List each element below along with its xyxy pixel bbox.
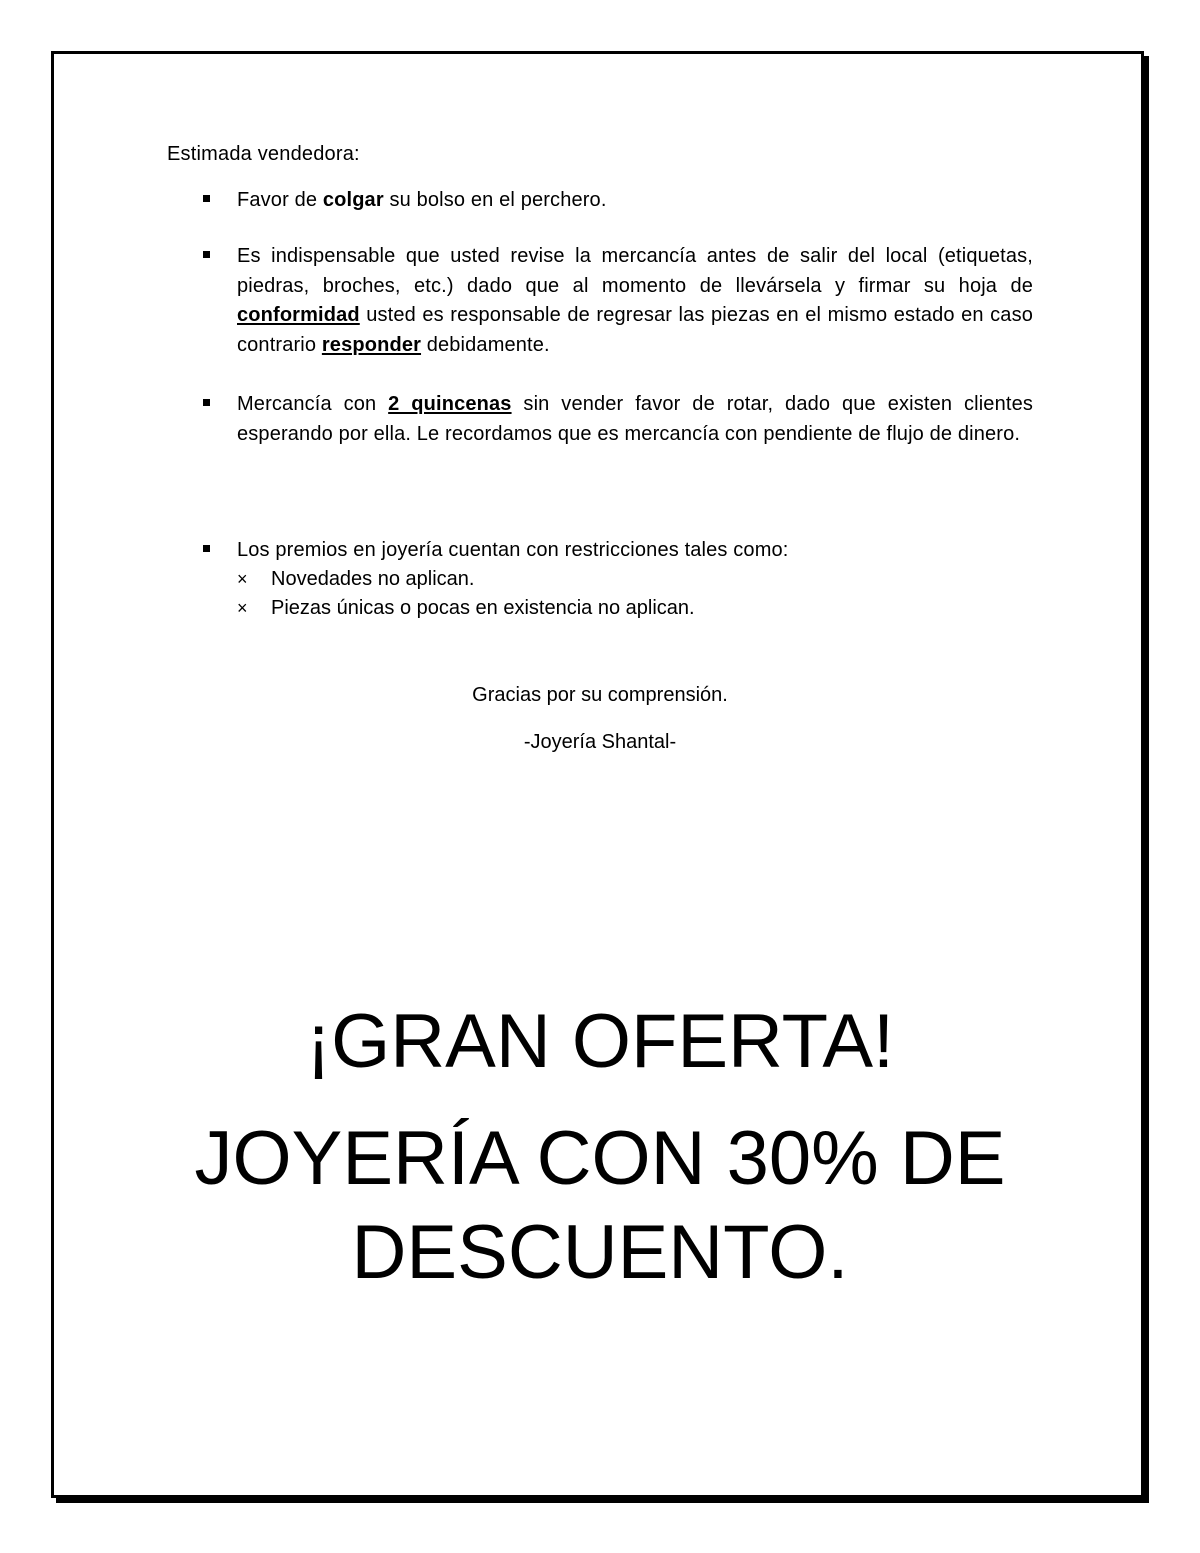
square-bullet-icon [203, 399, 210, 406]
square-bullet-icon [203, 545, 210, 552]
text-run: Es indispensable que usted revise la mercancía antes de salir del local (etiquetas, piedras, broches, etc.) dado que al momento de llevársela y firmar su hoja de [237, 245, 1033, 297]
emphasis-responder: responder [321, 333, 422, 356]
text-run: Los premios en joyería cuentan con restricciones tales como: [237, 539, 789, 561]
signature: -Joyería Shantal- [523, 731, 677, 753]
text-run: sin vender favor de rotar, dado que existen clientes esperando por ella. Le recordamos que es mercancía con pendiente de flujo de dinero. [237, 393, 1033, 445]
restriction-text: Novedades no aplican. [271, 568, 475, 590]
text-run: usted es responsable de regresar las piezas en el mismo estado en caso contrario [237, 304, 1033, 356]
cross-bullet-icon: × [237, 569, 248, 589]
emphasis-2-quincenas: 2 quincenas [388, 393, 512, 415]
bullet-text [237, 242, 1033, 360]
bullet-text [237, 536, 1033, 566]
bullet-text [237, 186, 1033, 216]
emphasis-colgar: colgar [322, 189, 384, 211]
offer-body: JOYERÍA CON 30% DE DESCUENTO. [194, 1116, 1006, 1295]
text-run: Favor de [237, 189, 323, 211]
offer-title: ¡GRAN OFERTA! [305, 999, 895, 1084]
thanks-line: Gracias por su comprensión. [472, 684, 728, 706]
greeting: Estimada vendedora: [167, 143, 360, 165]
restriction-item [237, 565, 474, 595]
restriction-item [237, 594, 695, 624]
cross-bullet-icon: × [237, 598, 248, 618]
square-bullet-icon [203, 251, 210, 258]
text-run: su bolso en el perchero. [383, 189, 607, 211]
bullet-text [237, 390, 1033, 449]
emphasis-conformidad: conformidad [237, 304, 360, 326]
square-bullet-icon [203, 195, 210, 202]
restriction-text: Piezas únicas o pocas en existencia no aplican. [271, 597, 695, 619]
text-run: debidamente. [421, 333, 550, 356]
text-run: Mercancía con [237, 393, 389, 415]
